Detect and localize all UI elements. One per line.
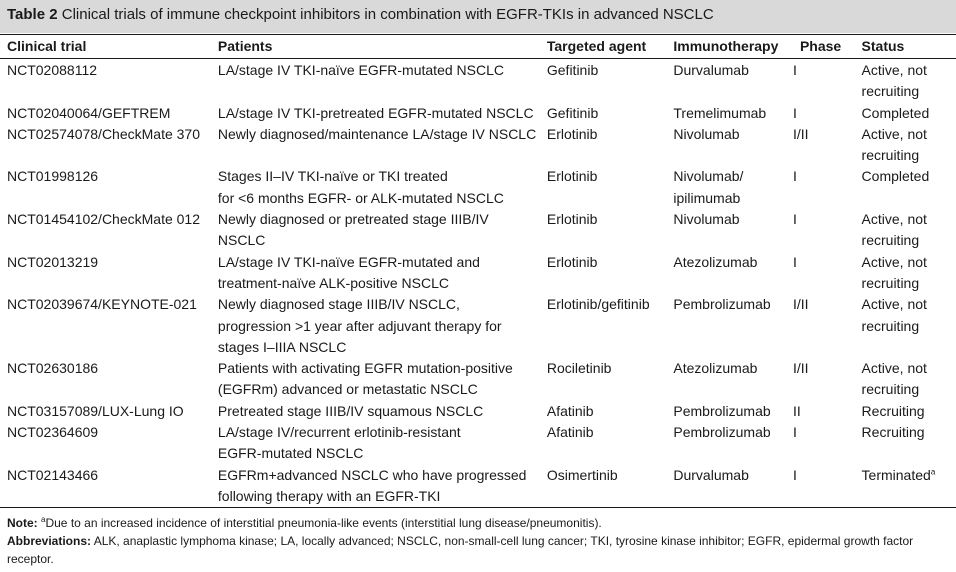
immunotherapy-cell-line: Pembrolizumab <box>673 424 771 441</box>
trials-table <box>0 35 956 507</box>
patients-cell-line: treatment-naïve ALK-positive NSCLC <box>217 274 450 291</box>
phase-cell-line: I <box>792 253 797 270</box>
immunotherapy-cell-line: Tremelimumab <box>673 104 767 121</box>
immunotherapy-cell <box>666 422 793 465</box>
trial-id-cell-line: NCT02574078/CheckMate 370 <box>7 125 201 142</box>
immunotherapy-cell-line: Durvalumab <box>673 466 749 483</box>
targeted-agent-cell-line: Erlotinib/gefitinib <box>546 296 650 313</box>
status-cell-line: Active, not <box>861 211 927 228</box>
column-header: Phase <box>799 38 842 54</box>
column-header: Clinical trial <box>7 38 87 54</box>
patients-cell <box>211 401 540 422</box>
status-cell <box>855 103 956 124</box>
patients-cell-line: LA/stage IV/recurrent erlotinib-resistant <box>217 424 461 441</box>
patients-cell-line: Pretreated stage IIIB/IV squamous NSCLC <box>217 402 484 419</box>
trial-id-cell-line: NCT02013219 <box>7 253 99 270</box>
column-header: Status <box>861 38 905 54</box>
status-cell <box>855 358 956 401</box>
patients-cell-line: Stages II–IV TKI-naïve or TKI treated <box>217 168 448 185</box>
status-cell-line: Active, not <box>861 253 927 270</box>
status-cell-line: recruiting <box>861 147 920 164</box>
trial-id-cell-line: NCT01454102/CheckMate 012 <box>7 211 201 228</box>
phase-cell <box>793 422 855 465</box>
trial-id-cell-line: NCT01998126 <box>7 168 99 185</box>
patients-cell-line: Newly diagnosed/maintenance LA/stage IV NSCLC <box>217 125 537 142</box>
targeted-agent-cell-line: Rociletinib <box>546 360 612 377</box>
status-cell <box>855 422 956 465</box>
table-row <box>0 124 956 167</box>
targeted-agent-cell-line: Erlotinib <box>546 168 598 185</box>
immunotherapy-cell <box>666 209 793 252</box>
note-line <box>7 514 952 532</box>
status-cell-line: recruiting <box>861 317 920 334</box>
note-text: Due to an increased incidence of interstitial pneumonia-like events (interstitial lung disease/pneumonitis). <box>45 516 602 530</box>
table-row <box>0 209 956 252</box>
targeted-agent-cell-line: Afatinib <box>546 402 594 419</box>
phase-cell <box>793 60 855 103</box>
immunotherapy-cell-line: Atezolizumab <box>673 253 758 270</box>
immunotherapy-cell-line: Atezolizumab <box>673 360 758 377</box>
patients-cell <box>211 252 540 295</box>
targeted-agent-cell <box>540 252 667 295</box>
targeted-agent-cell <box>540 209 667 252</box>
status-footnote-marker: a <box>930 466 936 476</box>
targeted-agent-cell <box>540 166 667 209</box>
status-cell-line: Active, not <box>861 62 927 78</box>
targeted-agent-cell <box>540 103 667 124</box>
targeted-agent-cell <box>540 60 667 103</box>
patients-cell-line: (EGFRm) advanced or metastatic NSCLC <box>217 381 478 398</box>
immunotherapy-cell-line: Nivolumab/ <box>673 168 744 185</box>
phase-cell-line: I <box>792 424 797 441</box>
table-row <box>0 294 956 358</box>
phase-cell-line: I <box>792 211 797 228</box>
immunotherapy-cell <box>666 401 793 422</box>
patients-cell-line: Newly diagnosed or pretreated stage IIIB/IV <box>217 211 489 228</box>
trial-id-cell <box>0 124 211 167</box>
immunotherapy-cell <box>666 294 793 358</box>
status-cell-line: recruiting <box>861 274 920 291</box>
patients-cell-line: for <6 months EGFR- or ALK-mutated NSCLC <box>217 189 504 206</box>
title-bar <box>0 0 956 33</box>
trial-id-cell <box>0 294 211 358</box>
phase-cell-line: I <box>792 168 797 185</box>
patients-cell <box>211 209 540 252</box>
table-label: Table 2 <box>7 6 58 23</box>
patients-cell <box>211 124 540 167</box>
status-cell <box>855 401 956 422</box>
abbreviations-label: Abbreviations: <box>7 534 92 548</box>
status-cell-line: recruiting <box>861 232 920 249</box>
trial-id-cell-line: NCT02088112 <box>7 62 98 78</box>
status-cell-line: Active, not <box>861 360 927 377</box>
table-row <box>0 358 956 401</box>
patients-cell-line: following therapy with an EGFR-TKI <box>217 487 441 504</box>
trial-id-cell-line: NCT02364609 <box>7 424 99 441</box>
trial-id-cell-line: NCT02143466 <box>7 466 99 483</box>
targeted-agent-cell-line: Gefitinib <box>546 62 599 78</box>
trial-id-cell <box>0 103 211 124</box>
targeted-agent-cell-line: Afatinib <box>546 424 594 441</box>
table-title <box>7 6 714 23</box>
patients-cell <box>211 60 540 103</box>
note-label: Note: <box>7 516 38 530</box>
targeted-agent-cell <box>540 294 667 358</box>
patients-cell <box>211 465 540 508</box>
immunotherapy-cell-line: ipilimumab <box>673 189 741 206</box>
trial-id-cell <box>0 358 211 401</box>
targeted-agent-cell <box>540 358 667 401</box>
targeted-agent-cell-line: Osimertinib <box>546 466 618 483</box>
status-cell-line: recruiting <box>861 381 920 398</box>
immunotherapy-cell <box>666 166 793 209</box>
patients-cell-line: progression >1 year after adjuvant therapy for <box>217 317 502 334</box>
targeted-agent-cell <box>540 422 667 465</box>
immunotherapy-cell-line: Nivolumab <box>673 211 740 228</box>
immunotherapy-cell <box>666 252 793 295</box>
trial-id-cell <box>0 401 211 422</box>
phase-cell-line: I/II <box>792 125 809 142</box>
table-body <box>0 60 956 507</box>
targeted-agent-cell-line: Erlotinib <box>546 211 598 228</box>
table-row <box>0 422 956 465</box>
trial-id-cell-line: NCT02040064/GEFTREM <box>7 104 171 121</box>
trial-id-cell <box>0 422 211 465</box>
trial-id-cell-line: NCT02630186 <box>7 360 99 377</box>
patients-cell-line: LA/stage IV TKI-naïve EGFR-mutated and <box>217 253 480 270</box>
status-cell <box>855 294 956 358</box>
immunotherapy-cell <box>666 60 793 103</box>
note-superscript: a <box>41 515 46 524</box>
immunotherapy-cell-line: Pembrolizumab <box>673 296 771 313</box>
trial-id-cell <box>0 252 211 295</box>
status-cell-line: recruiting <box>861 83 920 100</box>
immunotherapy-cell <box>666 124 793 167</box>
table-row <box>0 103 956 124</box>
patients-cell-line: LA/stage IV TKI-naïve EGFR-mutated NSCLC <box>217 62 504 78</box>
abbreviations-text: ALK, anaplastic lymphoma kinase; LA, locally advanced; NSCLC, non-small-cell lung cancer; TKI, tyrosine kinase inhibitor; EGFR, epidermal growth factor receptor. <box>7 534 914 566</box>
patients-cell-line: LA/stage IV TKI-pretreated EGFR-mutated NSCLC <box>217 104 534 121</box>
column-header: Targeted agent <box>546 38 647 54</box>
targeted-agent-cell <box>540 465 667 508</box>
phase-cell-line: I <box>792 466 797 483</box>
trial-id-cell <box>0 166 211 209</box>
trial-id-cell-line: NCT03157089/LUX-Lung IO <box>7 402 184 419</box>
immunotherapy-cell-line: Pembrolizumab <box>673 402 771 419</box>
table-row <box>0 401 956 422</box>
patients-cell-line: Patients with activating EGFR mutation-positive <box>217 360 513 377</box>
patients-cell-line: EGFR-mutated NSCLC <box>217 445 364 462</box>
status-cell <box>855 124 956 167</box>
targeted-agent-cell-line: Erlotinib <box>546 125 598 142</box>
trial-id-cell-line: NCT02039674/KEYNOTE-021 <box>7 296 197 313</box>
phase-cell <box>793 209 855 252</box>
targeted-agent-cell <box>540 401 667 422</box>
immunotherapy-cell <box>666 103 793 124</box>
immunotherapy-cell-line: Durvalumab <box>673 62 749 78</box>
patients-cell-line: NSCLC <box>217 232 266 249</box>
phase-cell <box>793 465 855 508</box>
column-header: Patients <box>217 38 273 54</box>
status-cell-line: Recruiting <box>861 402 925 419</box>
table-row <box>0 465 956 508</box>
phase-cell <box>793 358 855 401</box>
header-row <box>0 35 956 60</box>
status-cell-line: Completed <box>861 168 930 185</box>
trial-id-cell <box>0 209 211 252</box>
table-caption: Clinical trials of immune checkpoint inhibitors in combination with EGFR-TKIs in advanced NSCLC <box>61 6 714 23</box>
patients-cell <box>211 422 540 465</box>
immunotherapy-cell <box>666 358 793 401</box>
phase-cell <box>793 294 855 358</box>
phase-cell-line: I/II <box>792 360 809 377</box>
phase-cell <box>793 166 855 209</box>
targeted-agent-cell-line: Erlotinib <box>546 253 598 270</box>
phase-cell-line: I <box>792 62 797 78</box>
status-cell-line: Recruiting <box>861 424 925 441</box>
table-row <box>0 166 956 209</box>
trial-id-cell <box>0 465 211 508</box>
phase-cell-line: I/II <box>792 296 809 313</box>
status-cell-line: Completed <box>861 104 930 121</box>
status-cell <box>855 465 956 508</box>
column-header: Immunotherapy <box>673 38 779 54</box>
immunotherapy-cell <box>666 465 793 508</box>
table-row <box>0 252 956 295</box>
phase-cell <box>793 252 855 295</box>
status-cell-line: Active, not <box>861 296 927 313</box>
status-cell <box>855 166 956 209</box>
phase-cell <box>793 103 855 124</box>
status-cell-line: Terminated <box>861 466 931 483</box>
table-row <box>0 60 956 103</box>
phase-cell-line: I <box>792 104 797 121</box>
targeted-agent-cell <box>540 124 667 167</box>
phase-cell <box>793 124 855 167</box>
phase-cell-line: II <box>792 402 801 419</box>
status-cell <box>855 60 956 103</box>
header-bottom-rule <box>0 58 956 59</box>
immunotherapy-cell-line: Nivolumab <box>673 125 740 142</box>
patients-cell <box>211 358 540 401</box>
patients-cell <box>211 103 540 124</box>
status-cell <box>855 252 956 295</box>
status-cell <box>855 209 956 252</box>
patients-cell <box>211 294 540 358</box>
table-notes <box>7 514 952 568</box>
patients-cell-line: Newly diagnosed stage IIIB/IV NSCLC, <box>217 296 460 313</box>
patients-cell <box>211 166 540 209</box>
status-cell-line: Active, not <box>861 125 927 142</box>
trial-id-cell <box>0 60 211 103</box>
targeted-agent-cell-line: Gefitinib <box>546 104 599 121</box>
phase-cell <box>793 401 855 422</box>
abbreviations-line <box>7 532 952 568</box>
patients-cell-line: EGFRm+advanced NSCLC who have progressed <box>217 466 527 483</box>
table-bottom-rule <box>0 507 956 508</box>
patients-cell-line: stages I–IIIA NSCLC <box>217 338 347 355</box>
